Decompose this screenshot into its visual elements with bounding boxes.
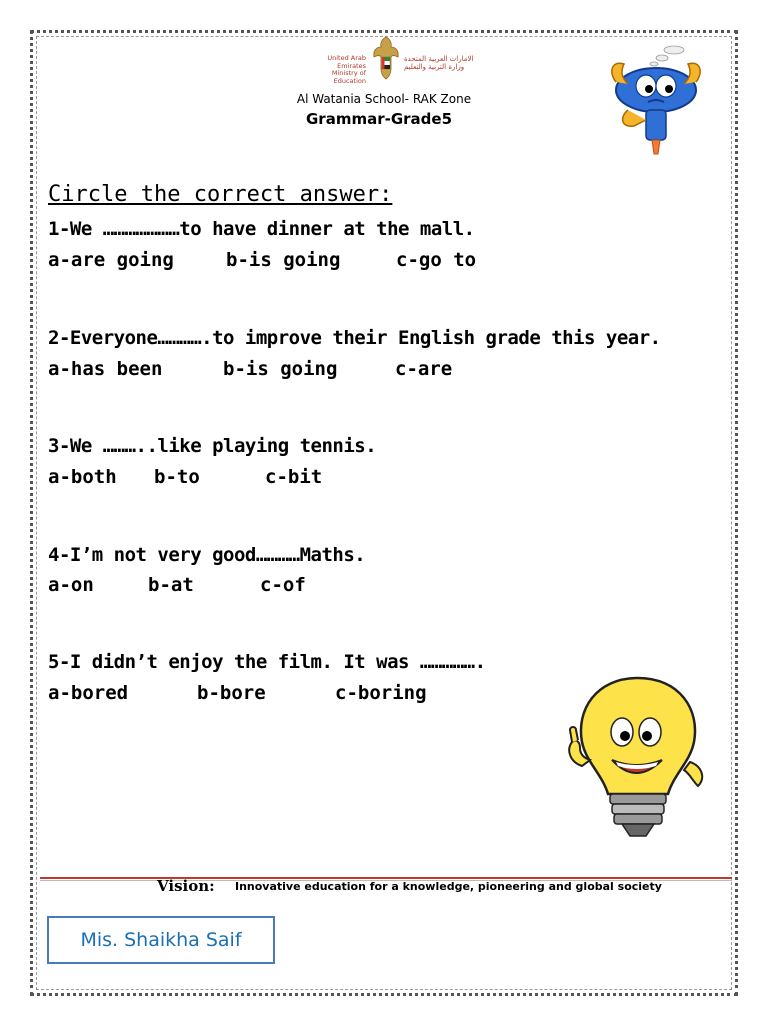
question-5-option-c[interactable]: c-boring	[335, 682, 427, 704]
question-5-option-a[interactable]: a-bored	[48, 682, 129, 704]
teacher-name: Mis. Shaikha Saif	[80, 929, 242, 951]
question-1-prompt: 1-We …………………to have dinner at the mall.	[48, 218, 475, 240]
school-name: Al Watania School- RAK Zone	[296, 92, 472, 106]
question-2-option-b[interactable]: b-is going	[223, 358, 338, 380]
question-1-option-b[interactable]: b-is going	[226, 249, 341, 271]
question-2-prompt: 2-Everyone………….to improve their English grade this year.	[48, 327, 661, 349]
thinking-mascot-icon	[602, 42, 714, 157]
question-2-option-c[interactable]: c-are	[395, 358, 453, 380]
question-4-option-a[interactable]: a-on	[48, 574, 94, 596]
question-3-prompt: 3-We ………..like playing tennis.	[48, 435, 377, 457]
question-1-option-c[interactable]: c-go to	[396, 249, 477, 271]
falcon-emblem-icon	[370, 35, 402, 81]
page-border-inner	[36, 36, 732, 990]
ministry-name-en-2: Ministry of Education	[331, 69, 366, 85]
question-4-prompt: 4-I’m not very good…………Maths.	[48, 544, 366, 566]
ministry-logo	[300, 35, 472, 83]
question-2-option-a[interactable]: a-has been	[48, 358, 163, 380]
ministry-name-ar-1: الامارات العربية المتحدة	[404, 55, 474, 63]
question-4-option-b[interactable]: b-at	[148, 574, 194, 596]
vision-statement: Innovative education for a knowledge, pioneering and global society	[235, 880, 662, 893]
vision-label: Vision:	[157, 877, 215, 895]
lightbulb-mascot-icon	[556, 670, 720, 842]
ministry-name-ar-2: وزارة التربية والتعليم	[404, 63, 465, 71]
teacher-name-box	[47, 916, 275, 964]
question-3-option-c[interactable]: c-bit	[265, 466, 323, 488]
worksheet-subject: Grammar-Grade5	[305, 110, 452, 128]
ministry-name-en-1: United Arab Emirates	[327, 54, 366, 70]
question-5-prompt: 5-I didn’t enjoy the film. It was …………….	[48, 651, 486, 673]
question-1-option-a[interactable]: a-are going	[48, 249, 174, 271]
instructions-heading: Circle the correct answer:	[48, 182, 393, 207]
question-5-option-b[interactable]: b-bore	[197, 682, 266, 704]
question-4-option-c[interactable]: c-of	[260, 574, 306, 596]
question-3-option-b[interactable]: b-to	[154, 466, 200, 488]
question-3-option-a[interactable]: a-both	[48, 466, 117, 488]
footer-divider	[40, 877, 732, 879]
